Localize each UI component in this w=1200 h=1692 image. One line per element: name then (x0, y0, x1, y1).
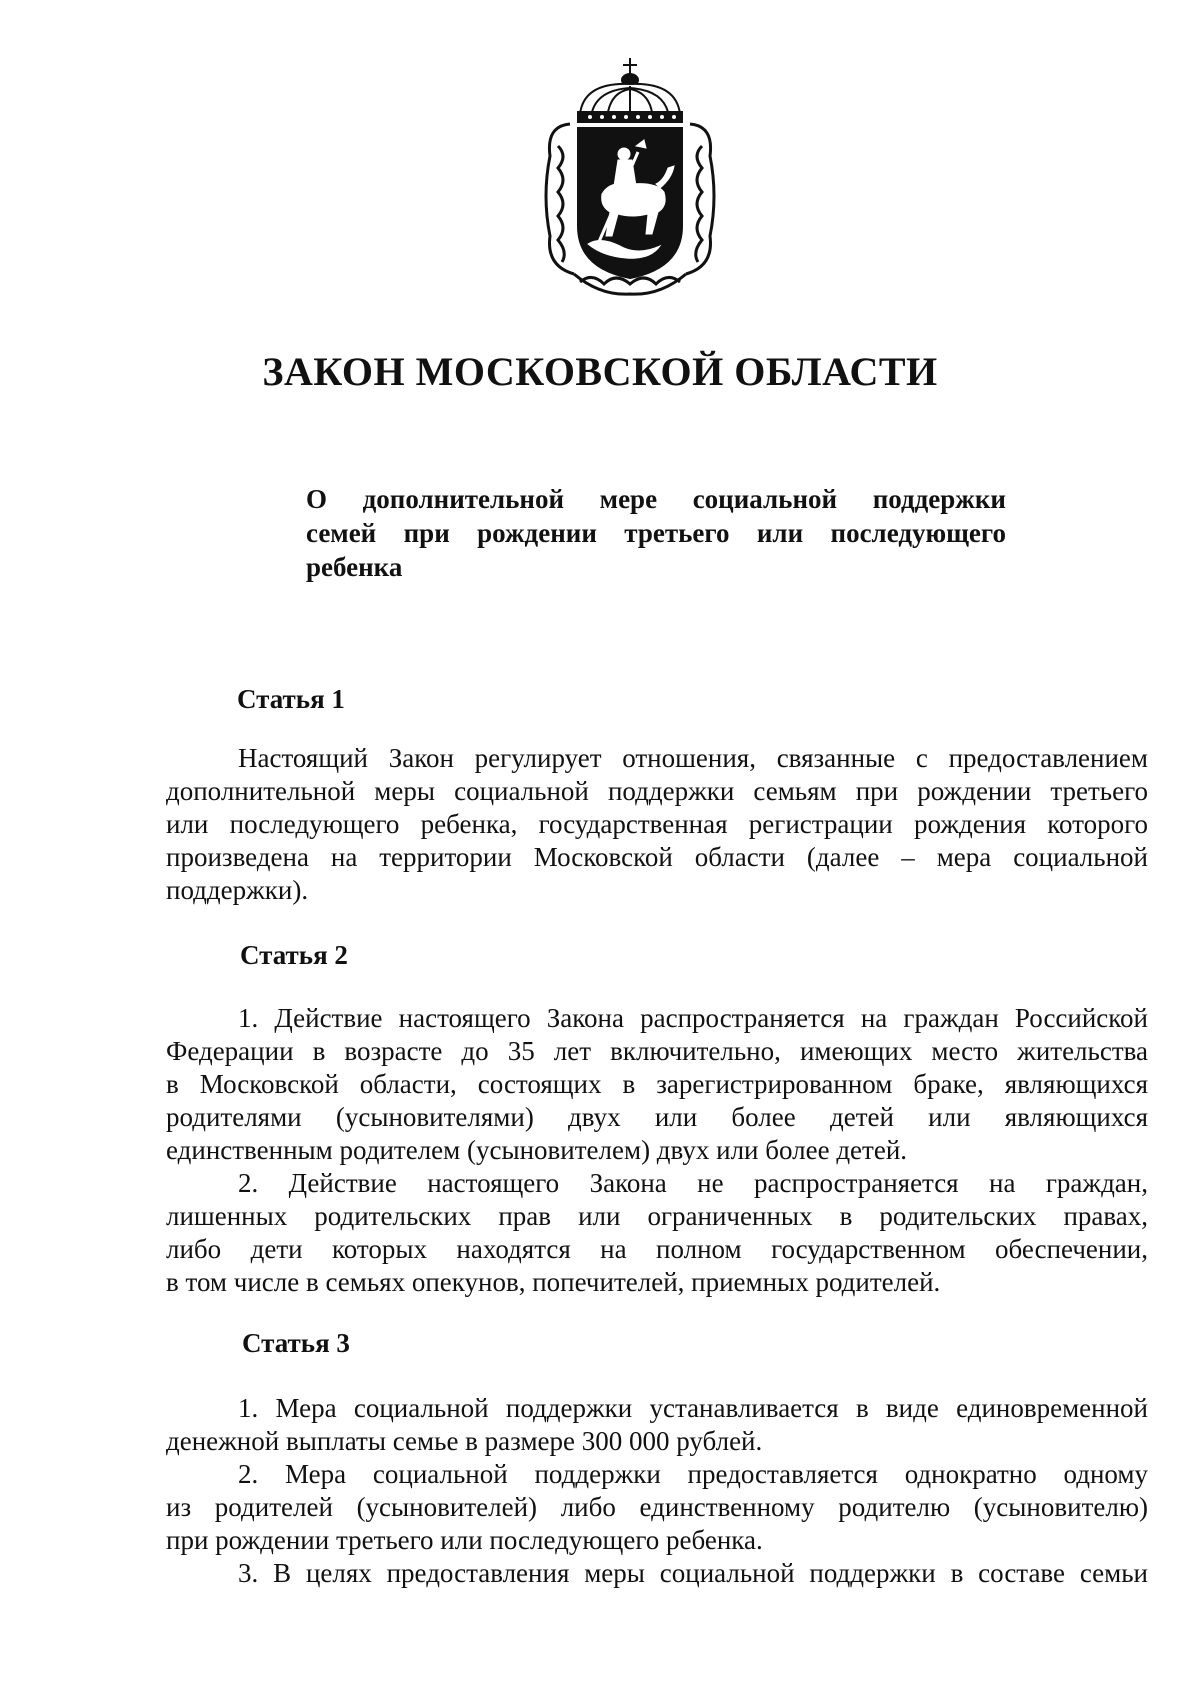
text-line: в том числе в семьях опекунов, попечителей, приемных родителей. (166, 1267, 941, 1297)
text-line: Федерации в возрасте до 35 лет включительно, имеющих место жительства (166, 1036, 1148, 1066)
article-2-heading: Статья 2 (240, 940, 348, 970)
coat-of-arms-emblem (540, 56, 720, 298)
text-line: произведена на территории Московской области (далее – мера социальной (166, 842, 1148, 872)
article-3-paragraph-2 (166, 1458, 1148, 1557)
document-subject (306, 482, 1006, 584)
text-line: дополнительной меры социальной поддержки семьям при рождении третьего (166, 776, 1148, 806)
text-line: 1. Действие настоящего Закона распространяется на граждан Российской (238, 1003, 1148, 1033)
article-2-paragraph-1 (166, 1002, 1148, 1167)
text-line: из родителей (усыновителей) либо единственному родителю (усыновителю) (166, 1492, 1148, 1522)
text-line: поддержки). (166, 875, 309, 905)
text-line: Настоящий Закон регулирует отношения, связанные с предоставлением (238, 743, 1148, 773)
subject-line: О дополнительной мере социальной поддержки (306, 484, 1006, 514)
article-2-paragraph-2 (166, 1167, 1148, 1299)
text-line: 2. Мера социальной поддержки предоставляется однократно одному (238, 1459, 1148, 1489)
article-3-paragraph-1 (166, 1392, 1148, 1458)
text-line: 2. Действие настоящего Закона не распространяется на граждан, (238, 1168, 1148, 1198)
text-line: единственным родителем (усыновителем) двух или более детей. (166, 1135, 908, 1165)
text-line: родителями (усыновителями) двух или более детей или являющихся (166, 1102, 1148, 1132)
article-3-paragraph-3 (166, 1557, 1148, 1590)
text-line: 3. В целях предоставления меры социальной поддержки в составе семьи (238, 1558, 1148, 1588)
text-line: или последующего ребенка, государственная регистрации рождения которого (166, 809, 1148, 839)
text-line: лишенных родительских прав или ограниченных в родительских правах, (166, 1201, 1148, 1231)
subject-line: семей при рождении третьего или последующего (306, 518, 1006, 548)
text-line: в Московской области, состоящих в зарегистрированном браке, являющихся (166, 1069, 1148, 1099)
subject-line: ребенка (306, 552, 403, 582)
document-title: ЗАКОН МОСКОВСКОЙ ОБЛАСТИ (262, 349, 938, 394)
article-1-heading: Статья 1 (237, 684, 345, 714)
article-3-heading: Статья 3 (242, 1328, 350, 1358)
text-line: либо дети которых находятся на полном государственном обеспечении, (166, 1234, 1148, 1264)
text-line: денежной выплаты семье в размере 300 000 рублей. (166, 1426, 763, 1456)
article-1-paragraph (166, 742, 1148, 907)
text-line: 1. Мера социальной поддержки устанавливается в виде единовременной (238, 1393, 1148, 1423)
text-line: при рождении третьего или последующего ребенка. (166, 1525, 763, 1555)
